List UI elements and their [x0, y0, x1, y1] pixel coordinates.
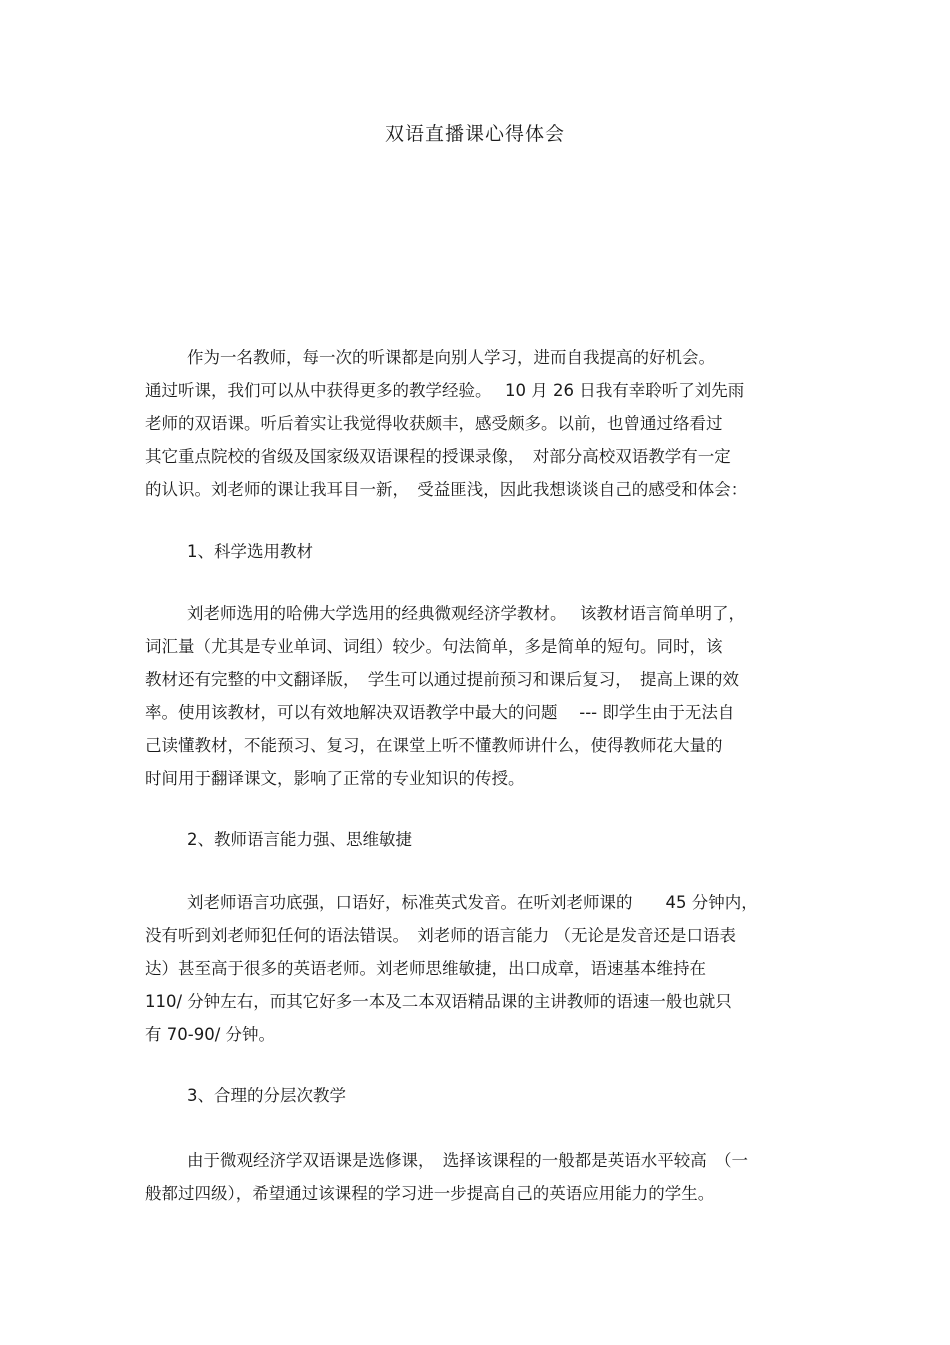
paragraph-3-line-5: 有 70-90/ 分钟。	[145, 1025, 275, 1044]
paragraph-2-line-3: 教材还有完整的中文翻译版， 学生可以通过提前预习和课后复习， 提高上课的效	[145, 670, 739, 689]
paragraph-3-line-2: 没有听到刘老师犯任何的语法错误。 刘老师的语言能力 （无论是发音还是口语表	[145, 926, 736, 945]
paragraph-3-line-1: 刘老师语言功底强，口语好，标准英式发音。在听刘老师课的 45 分钟内，	[187, 893, 758, 912]
paragraph-4-line-1: 由于微观经济学双语课是选修课， 选择该课程的一般都是英语水平较高 （一	[187, 1151, 748, 1170]
paragraph-1-line-3: 老师的双语课。听后着实让我觉得收获颇丰，感受颇多。以前，也曾通过络看过	[145, 414, 723, 433]
paragraph-1-line-1: 作为一名教师，每一次的听课都是向别人学习，进而自我提高的好机会。	[187, 348, 715, 367]
paragraph-2-line-5: 己读懂教材，不能预习、复习，在课堂上听不懂教师讲什么，使得教师花大量的	[145, 736, 723, 755]
paragraph-2-line-4: 率。使用该教材，可以有效地解决双语教学中最大的问题 --- 即学生由于无法自	[145, 703, 735, 722]
paragraph-2-line-2: 词汇量（尤其是专业单词、词组）较少。句法简单，多是简单的短句。同时，该	[145, 637, 723, 656]
section-heading-2: 2、教师语言能力强、思维敏捷	[187, 830, 412, 849]
section-heading-1: 1、科学选用教材	[187, 542, 313, 561]
paragraph-1-line-5: 的认识。刘老师的课让我耳目一新， 受益匪浅，因此我想谈谈自己的感受和体会：	[145, 480, 748, 499]
paragraph-3-line-3: 达）甚至高于很多的英语老师。刘老师思维敏捷，出口成章，语速基本维持在	[145, 959, 706, 978]
paragraph-2-line-6: 时间用于翻译课文，影响了正常的专业知识的传授。	[145, 769, 525, 788]
paragraph-1-line-4: 其它重点院校的省级及国家级双语课程的授课录像， 对部分高校双语教学有一定	[145, 447, 731, 466]
paragraph-1-line-2: 通过听课，我们可以从中获得更多的教学经验。 10 月 26 日我有幸聆听了刘先雨	[145, 381, 745, 400]
document-title: 双语直播课心得体会	[384, 123, 565, 145]
section-heading-3: 3、合理的分层次教学	[187, 1086, 346, 1105]
paragraph-3-line-4: 110/ 分钟左右，而其它好多一本及二本双语精品课的主讲教师的语速一般也就只	[145, 992, 732, 1011]
paragraph-4-line-2: 般都过四级），希望通过该课程的学习进一步提高自己的英语应用能力的学生。	[145, 1184, 715, 1203]
paragraph-2-line-1: 刘老师选用的哈佛大学选用的经典微观经济学教材。 该教材语言简单明了，	[187, 604, 745, 623]
